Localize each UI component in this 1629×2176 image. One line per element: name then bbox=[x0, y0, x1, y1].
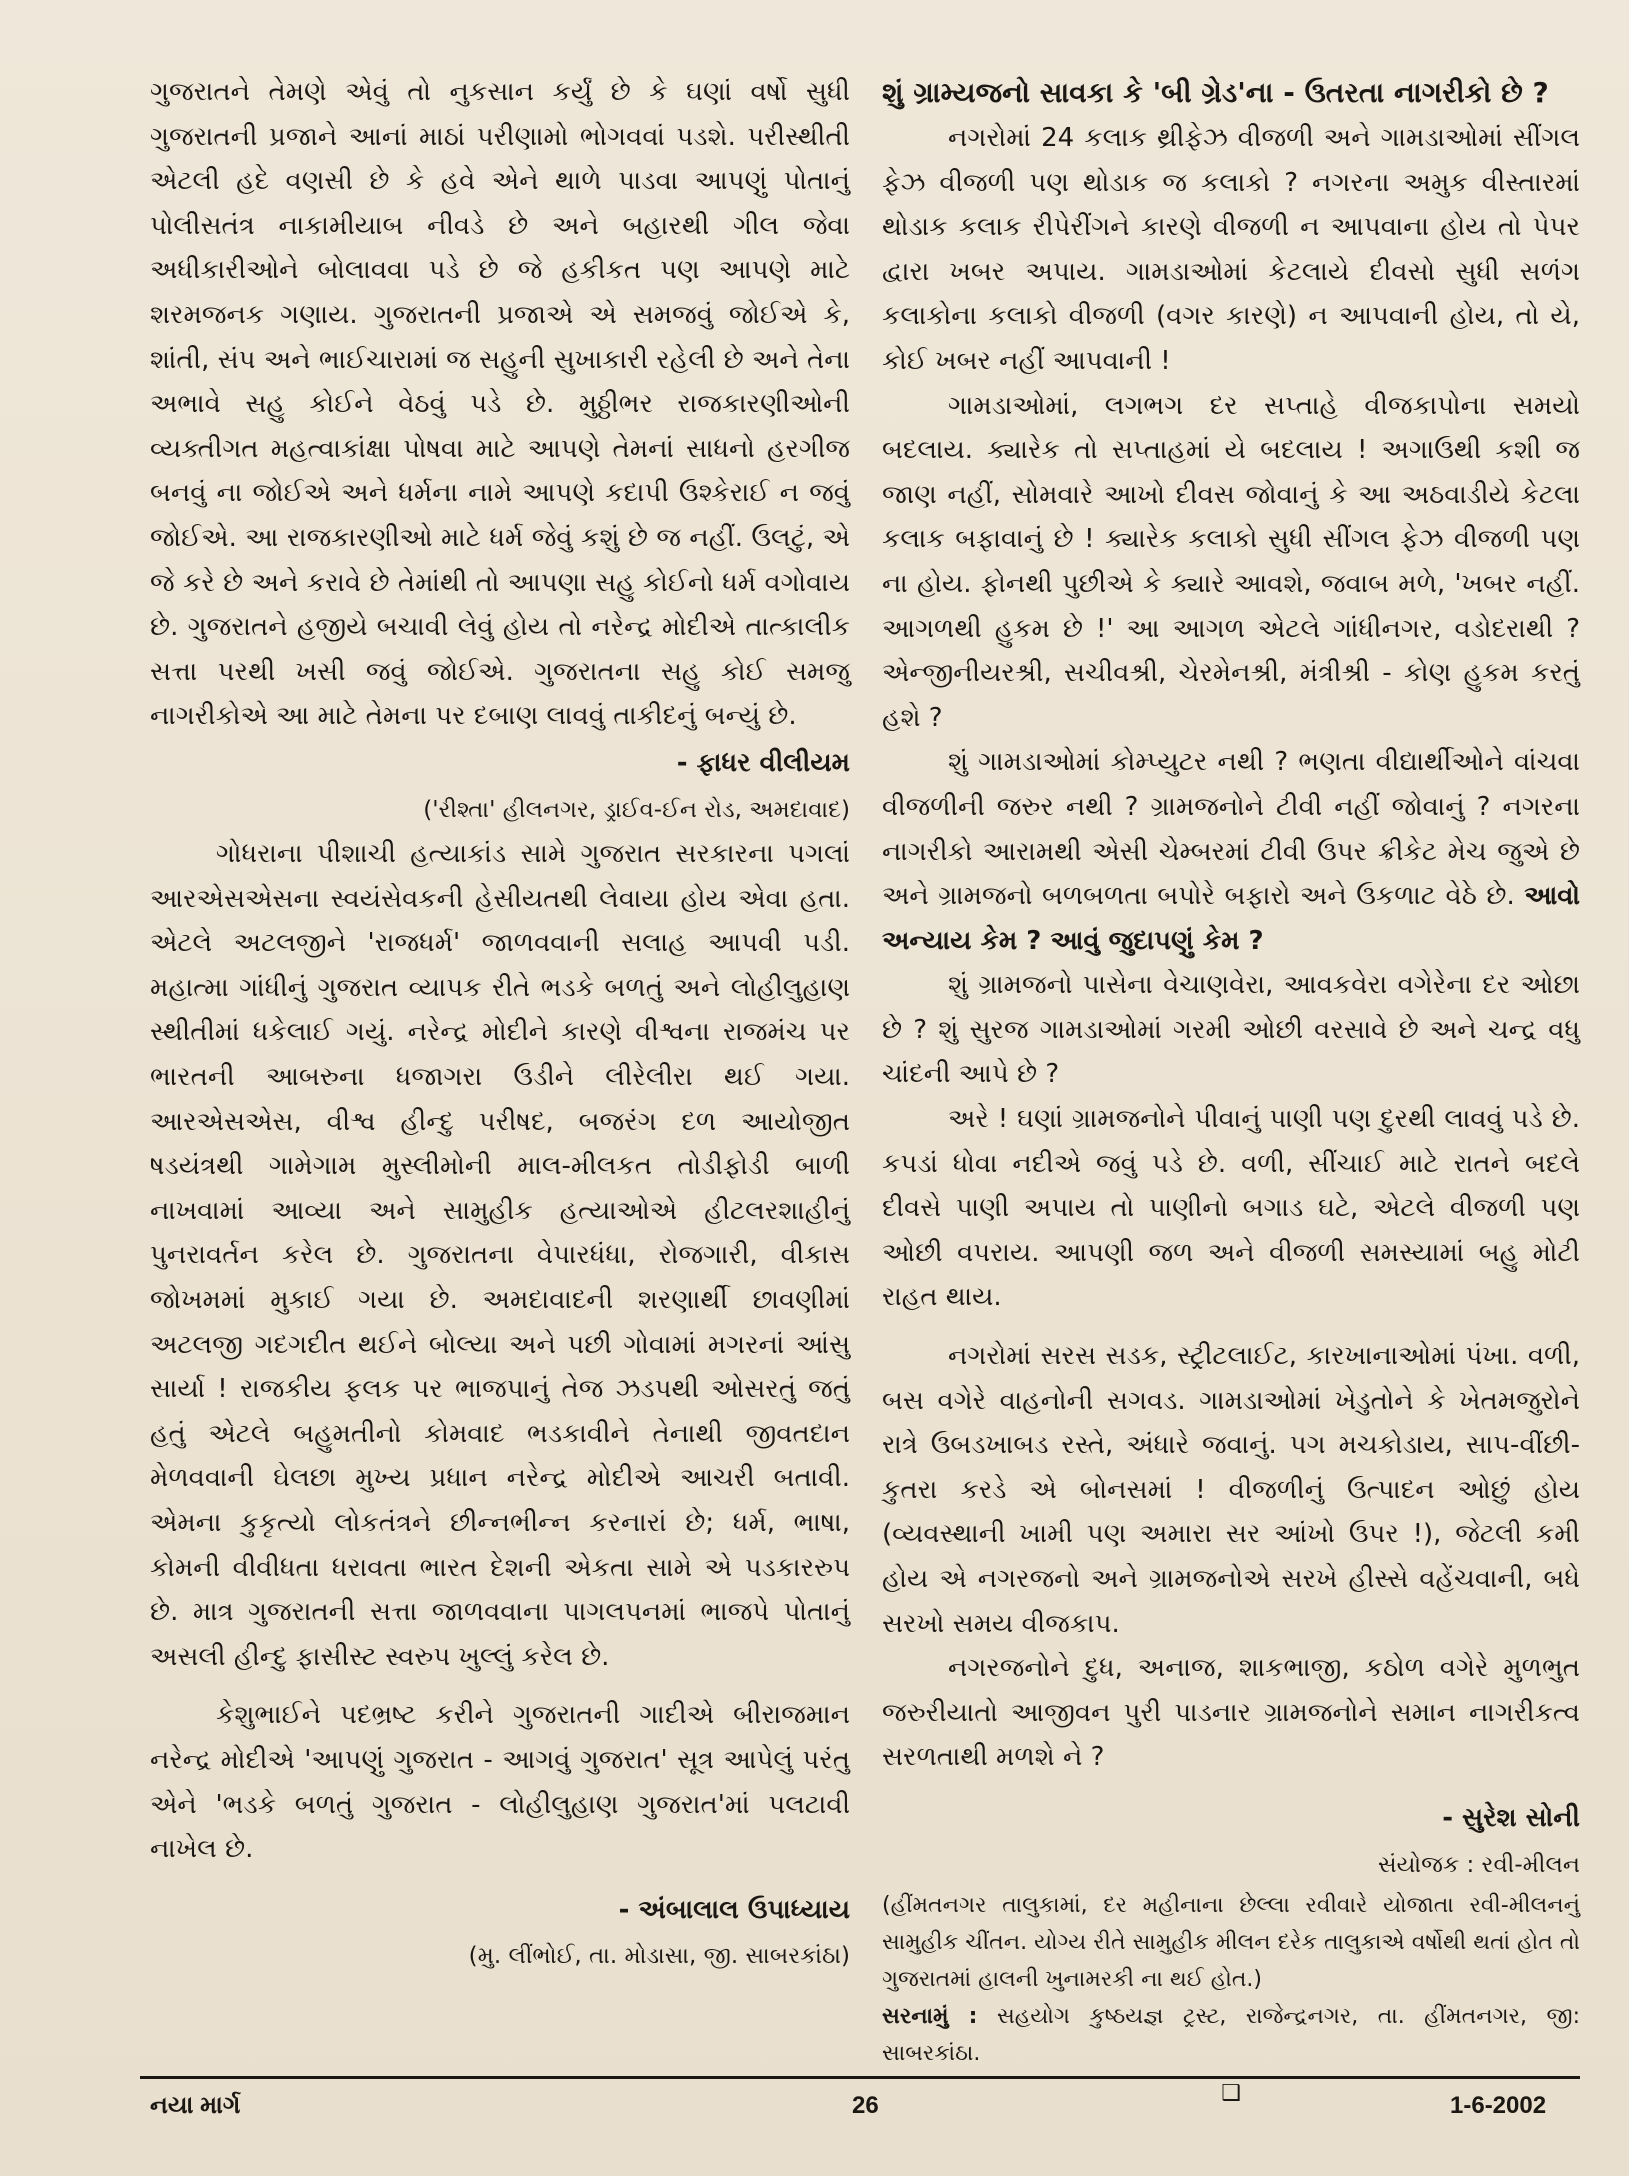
left-column bbox=[150, 70, 850, 1979]
article-address bbox=[882, 1998, 1580, 2072]
article-paragraph-2: ગામડાઓમાં, લગભગ દર સપ્તાહે વીજકાપોના સમયો બદલાય. ક્યારેક તો સપ્તાહમાં યે બદલાય ! અગાઉથી કશી જ જાણ નહીં, સોમવારે આખો દીવસ જોવાનું કે આ અઠવાડીયે કેટલા કલાક બફાવાનું છે ! ક્યારેક કલાકો સુધી સીંગલ ફેઝ વીજળી પણ ના હોય. ફોનથી પુછીએ કે ક્યારે આવશે, જવાબ મળે, 'ખબર નહીં. આગળથી હુકમ છે !' આ આગળ એટલે ગાંધીનગર, વડોદરાથી ? એન્જીનીયરશ્રી, સચીવશ્રી, ચેરમેનશ્રી, મંત્રીશ્રી - કોણ હુકમ કરતું હશે ? bbox=[882, 390, 1580, 733]
article-paragraph-7: નગરજનોને દુધ, અનાજ, શાકભાજી, કઠોળ વગેરે મુળભુત જરુરીયાતો આજીવન પુરી પાડનાર ગ્રામજનોને સમાન નાગરીકત્વ સરળતાથી મળશે ને ? bbox=[882, 1653, 1580, 1773]
letter-1-signature: - ફાધર વીલીયમ bbox=[676, 747, 850, 778]
letter-1-address: ('રીશ્તા' હીલનગર, ડ્રાઈવ-ઈન રોડ, અમદાવાદ) bbox=[423, 796, 850, 823]
footer-date: 1-6-2002 bbox=[1450, 2092, 1547, 2119]
article-signature: - સુરેશ સોની bbox=[1442, 1802, 1580, 1833]
letter-2-address: (મુ. લીંભોઈ, તા. મોડાસા, જી. સાબરકાંઠા) bbox=[468, 1943, 850, 1970]
footer-magazine-name: નયા માર્ગ bbox=[150, 2092, 241, 2119]
address-text: સહયોગ કુષ્ઠયજ્ઞ ટ્રસ્ટ, રાજેન્દ્રનગર, તા. હીંમતનગર, જી: સાબરકાંઠા. bbox=[882, 2004, 1581, 2067]
letter-2-paragraph-2: કેશુભાઈને પદભ્રષ્ટ કરીને ગુજરાતની ગાદીએ બીરાજમાન નરેન્દ્ર મોદીએ 'આપણું ગુજરાત - આગવું ગુજરાત' સૂત્ર આપેલું પરંતુ એને 'ભડકે બળતું ગુજરાત - લોહીલુહાણ ગુજરાત'માં પલટાવી નાખેલ છે. bbox=[150, 1700, 850, 1865]
article-signature-role: સંયોજક : રવી-મીલન bbox=[1377, 1851, 1580, 1878]
footer-rule bbox=[140, 2076, 1580, 2079]
article-paragraph-6: નગરોમાં સરસ સડક, સ્ટ્રીટલાઈટ, કારખાનાઓમાં પંખા. વળી, બસ વગેરે વાહનોની સગવડ. ગામડાઓમાં ખેડુતોને કે ખેતમજુરોને રાત્રે ઉબડખાબડ રસ્તે, અંધારે જવાનું. પગ મચકોડાય, સાપ-વીંછી-કુતરા કરડે એ બોનસમાં ! વીજળીનું ઉત્પાદન ઓછું હોય (વ્યવસ્થાની ખામી પણ અમારા સર આંખો ઉપર !), જેટલી કમી હોય એ નગરજનો અને ગ્રામજનોએ સરખે હીસ્સે વહેંચવાની, બધે સરખો સમય વીજકાપ. bbox=[882, 1341, 1580, 1639]
letter-2-signature: - અંબાલાલ ઉપાધ્યાય bbox=[618, 1894, 850, 1925]
article-heading: શું ગ્રામ્યજનો સાવકા કે 'બી ગ્રેડ'ના - ઉતરતા નાગરીકો છે ? bbox=[882, 76, 1549, 109]
end-mark-icon: ❑ bbox=[1221, 2081, 1241, 2107]
article-paragraph-1: નગરોમાં 24 કલાક થ્રીફેઝ વીજળી અને ગામડાઓમાં સીંગલ ફેઝ વીજળી પણ થોડાક જ કલાકો ? નગરના અમુક વીસ્તારમાં થોડાક કલાક રીપેરીંગને કારણે વીજળી ન આપવાના હોય તો પેપર દ્વારા ખબર અપાય. ગામડાઓમાં કેટલાયે દીવસો સુધી સળંગ કલાકોના કલાકો વીજળી (વગર કારણે) ન આપવાની હોય, તો યે, કોઈ ખબર નહીં આપવાની ! bbox=[882, 123, 1580, 376]
article-paragraph-3-text: શું ગામડાઓમાં કોમ્પ્યુટર નથી ? ભણતા વીદ્યાર્થીઓને વાંચવા વીજળીની જરુર નથી ? ગ્રામજનોને ટીવી નહીં જોવાનું ? નગરના નાગરીકો આરામથી એસી ચેમ્બરમાં ટીવી ઉપર ક્રીકેટ મેચ જુએ છે અને ગ્રામજનો બળબળતા બપોરે બફારો અને ઉકળાટ વેઠે છે. bbox=[882, 747, 1580, 912]
address-label: સરનામું : bbox=[882, 2004, 978, 2030]
letter-1-paragraph: ગુજરાતને તેમણે એવું તો નુકસાન કર્યું છે કે ઘણાં વર્ષો સુધી ગુજરાતની પ્રજાને આનાં માઠાં પરીણામો ભોગવવાં પડશે. પરીસ્થીતી એટલી હદે વણસી છે કે હવે એને થાળે પાડવા આપણું પોતાનું પોલીસતંત્ર નાકામીયાબ નીવડે છે અને બહારથી ગીલ જેવા અધીકારીઓને બોલાવવા પડે છે જે હકીકત પણ આપણે માટે શરમજનક ગણાય. ગુજરાતની પ્રજાએ એ સમજવું જોઈએ કે, શાંતી, સંપ અને ભાઈચારામાં જ સહુની સુખાકારી રહેલી છે અને તેના અભાવે સહુ કોઈને વેઠવું પડે છે. મુઠ્ઠીભર રાજકારણીઓની વ્યક્તીગત મહત્વાકાંક્ષા પોષવા માટે આપણે તેમનાં સાધનો હરગીજ બનવું ના જોઈએ અને ધર્મના નામે આપણે કદાપી ઉશ્કેરાઈ ન જવું જોઈએ. આ રાજકારણીઓ માટે ધર્મ જેવું કશું છે જ નહીં. ઉલટું, એ જે કરે છે અને કરાવે છે તેમાંથી તો આપણા સહુ કોઈનો ધર્મ વગોવાય છે. ગુજરાતને હજીયે બચાવી લેવું હોય તો નરેન્દ્ર મોદીએ તાત્કાલીક સત્તા પરથી ખસી જવું જોઈએ. ગુજરાતના સહુ કોઈ સમજુ નાગરીકોએ આ માટે તેમના પર દબાણ લાવવું તાકીદનું બન્યું છે. bbox=[150, 77, 850, 732]
footer-page-number: 26 bbox=[852, 2092, 879, 2119]
article-paragraph-5: અરે ! ઘણાં ગ્રામજનોને પીવાનું પાણી પણ દુરથી લાવવું પડે છે. કપડાં ધોવા નદીએ જવું પડે છે. વળી, સીંચાઈ માટે રાતને બદલે દીવસે પાણી અપાય તો પાણીનો બગાડ ઘટે, એટલે વીજળી પણ ઓછી વપરાય. આપણી જળ અને વીજળી સમસ્યામાં બહુ મોટી રાહત થાય. bbox=[882, 1104, 1580, 1313]
article-note: (હીંમતનગર તાલુકામાં, દર મહીનાના છેલ્લા રવીવારે યોજાતા રવી-મીલનનું સામુહીક ચીંતન. યોગ્ય રીતે સામુહીક મીલન દરેક તાલુકાએ વર્ષોથી થતાં હોત તો ગુજરાતમાં હાલની ખુનામરકી ના થઈ હોત.) bbox=[882, 1893, 1580, 1993]
letter-2-paragraph-1: ગોધરાના પીશાચી હત્યાકાંડ સામે ગુજરાત સરકારના પગલાં આરએસએસના સ્વયંસેવકની હેસીયતથી લેવાયા હોય એવા હતા. એટલે અટલજીને 'રાજધર્મ' જાળવવાની સલાહ આપવી પડી. મહાત્મા ગાંધીનું ગુજરાત વ્યાપક રીતે ભડકે બળતું અને લોહીલુહાણ સ્થીતીમાં ધકેલાઈ ગયું. નરેન્દ્ર મોદીને કારણે વીશ્વના રાજમંચ પર ભારતની આબરુના ધજાગરા ઉડીને લીરેલીરા થઈ ગયા. આરએસએસ, વીશ્વ હીન્દુ પરીષદ, બજરંગ દળ આયોજીત ષડયંત્રથી ગામેગામ મુસ્લીમોની માલ-મીલકત તોડીફોડી બાળી નાખવામાં આવ્યા અને સામુહીક હત્યાઓએ હીટલરશાહીનું પુનરાવર્તન કરેલ છે. ગુજરાતના વેપારધંધા, રોજગારી, વીકાસ જોખમમાં મુકાઈ ગયા છે. અમદાવાદની શરણાર્થી છાવણીમાં અટલજી ગદગદીત થઈને બોલ્યા અને પછી ગોવામાં મગરનાં આંસુ સાર્યા ! રાજકીય ફલક પર ભાજપાનું તેજ ઝડપથી ઓસરતું જતું હતું એટલે બહુમતીનો કોમવાદ ભડકાવીને તેનાથી જીવતદાન મેળવવાની ઘેલછા મુખ્ય પ્રધાન નરેન્દ્ર મોદીએ આચરી બતાવી. એમના કુકૃત્યો લોકતંત્રને છીન્નભીન્ન કરનારાં છે; ધર્મ, ભાષા, કોમની વીવીધતા ધરાવતા ભારત દેશની એકતા સામે એ પડકારરુપ છે. માત્ર ગુજરાતની સત્તા જાળવવાના પાગલપનમાં ભાજપે પોતાનું અસલી હીન્દુ ફાસીસ્ટ સ્વરુપ ખુલ્લું કરેલ છે. bbox=[150, 839, 850, 1672]
article-paragraph-3 bbox=[882, 740, 1580, 963]
article-paragraph-3-emphasis: આવો અન્યાય કેમ ? આવું જુદાપણું કેમ ? bbox=[882, 881, 1581, 956]
article-paragraph-4: શું ગ્રામજનો પાસેના વેચાણવેરા, આવકવેરા વગેરેના દર ઓછા છે ? શું સુરજ ગામડાઓમાં ગરમી ઓછી વરસાવે છે અને ચન્દ્ર વધુ ચાંદની આપે છે ? bbox=[882, 970, 1580, 1090]
right-column bbox=[882, 70, 1580, 2117]
